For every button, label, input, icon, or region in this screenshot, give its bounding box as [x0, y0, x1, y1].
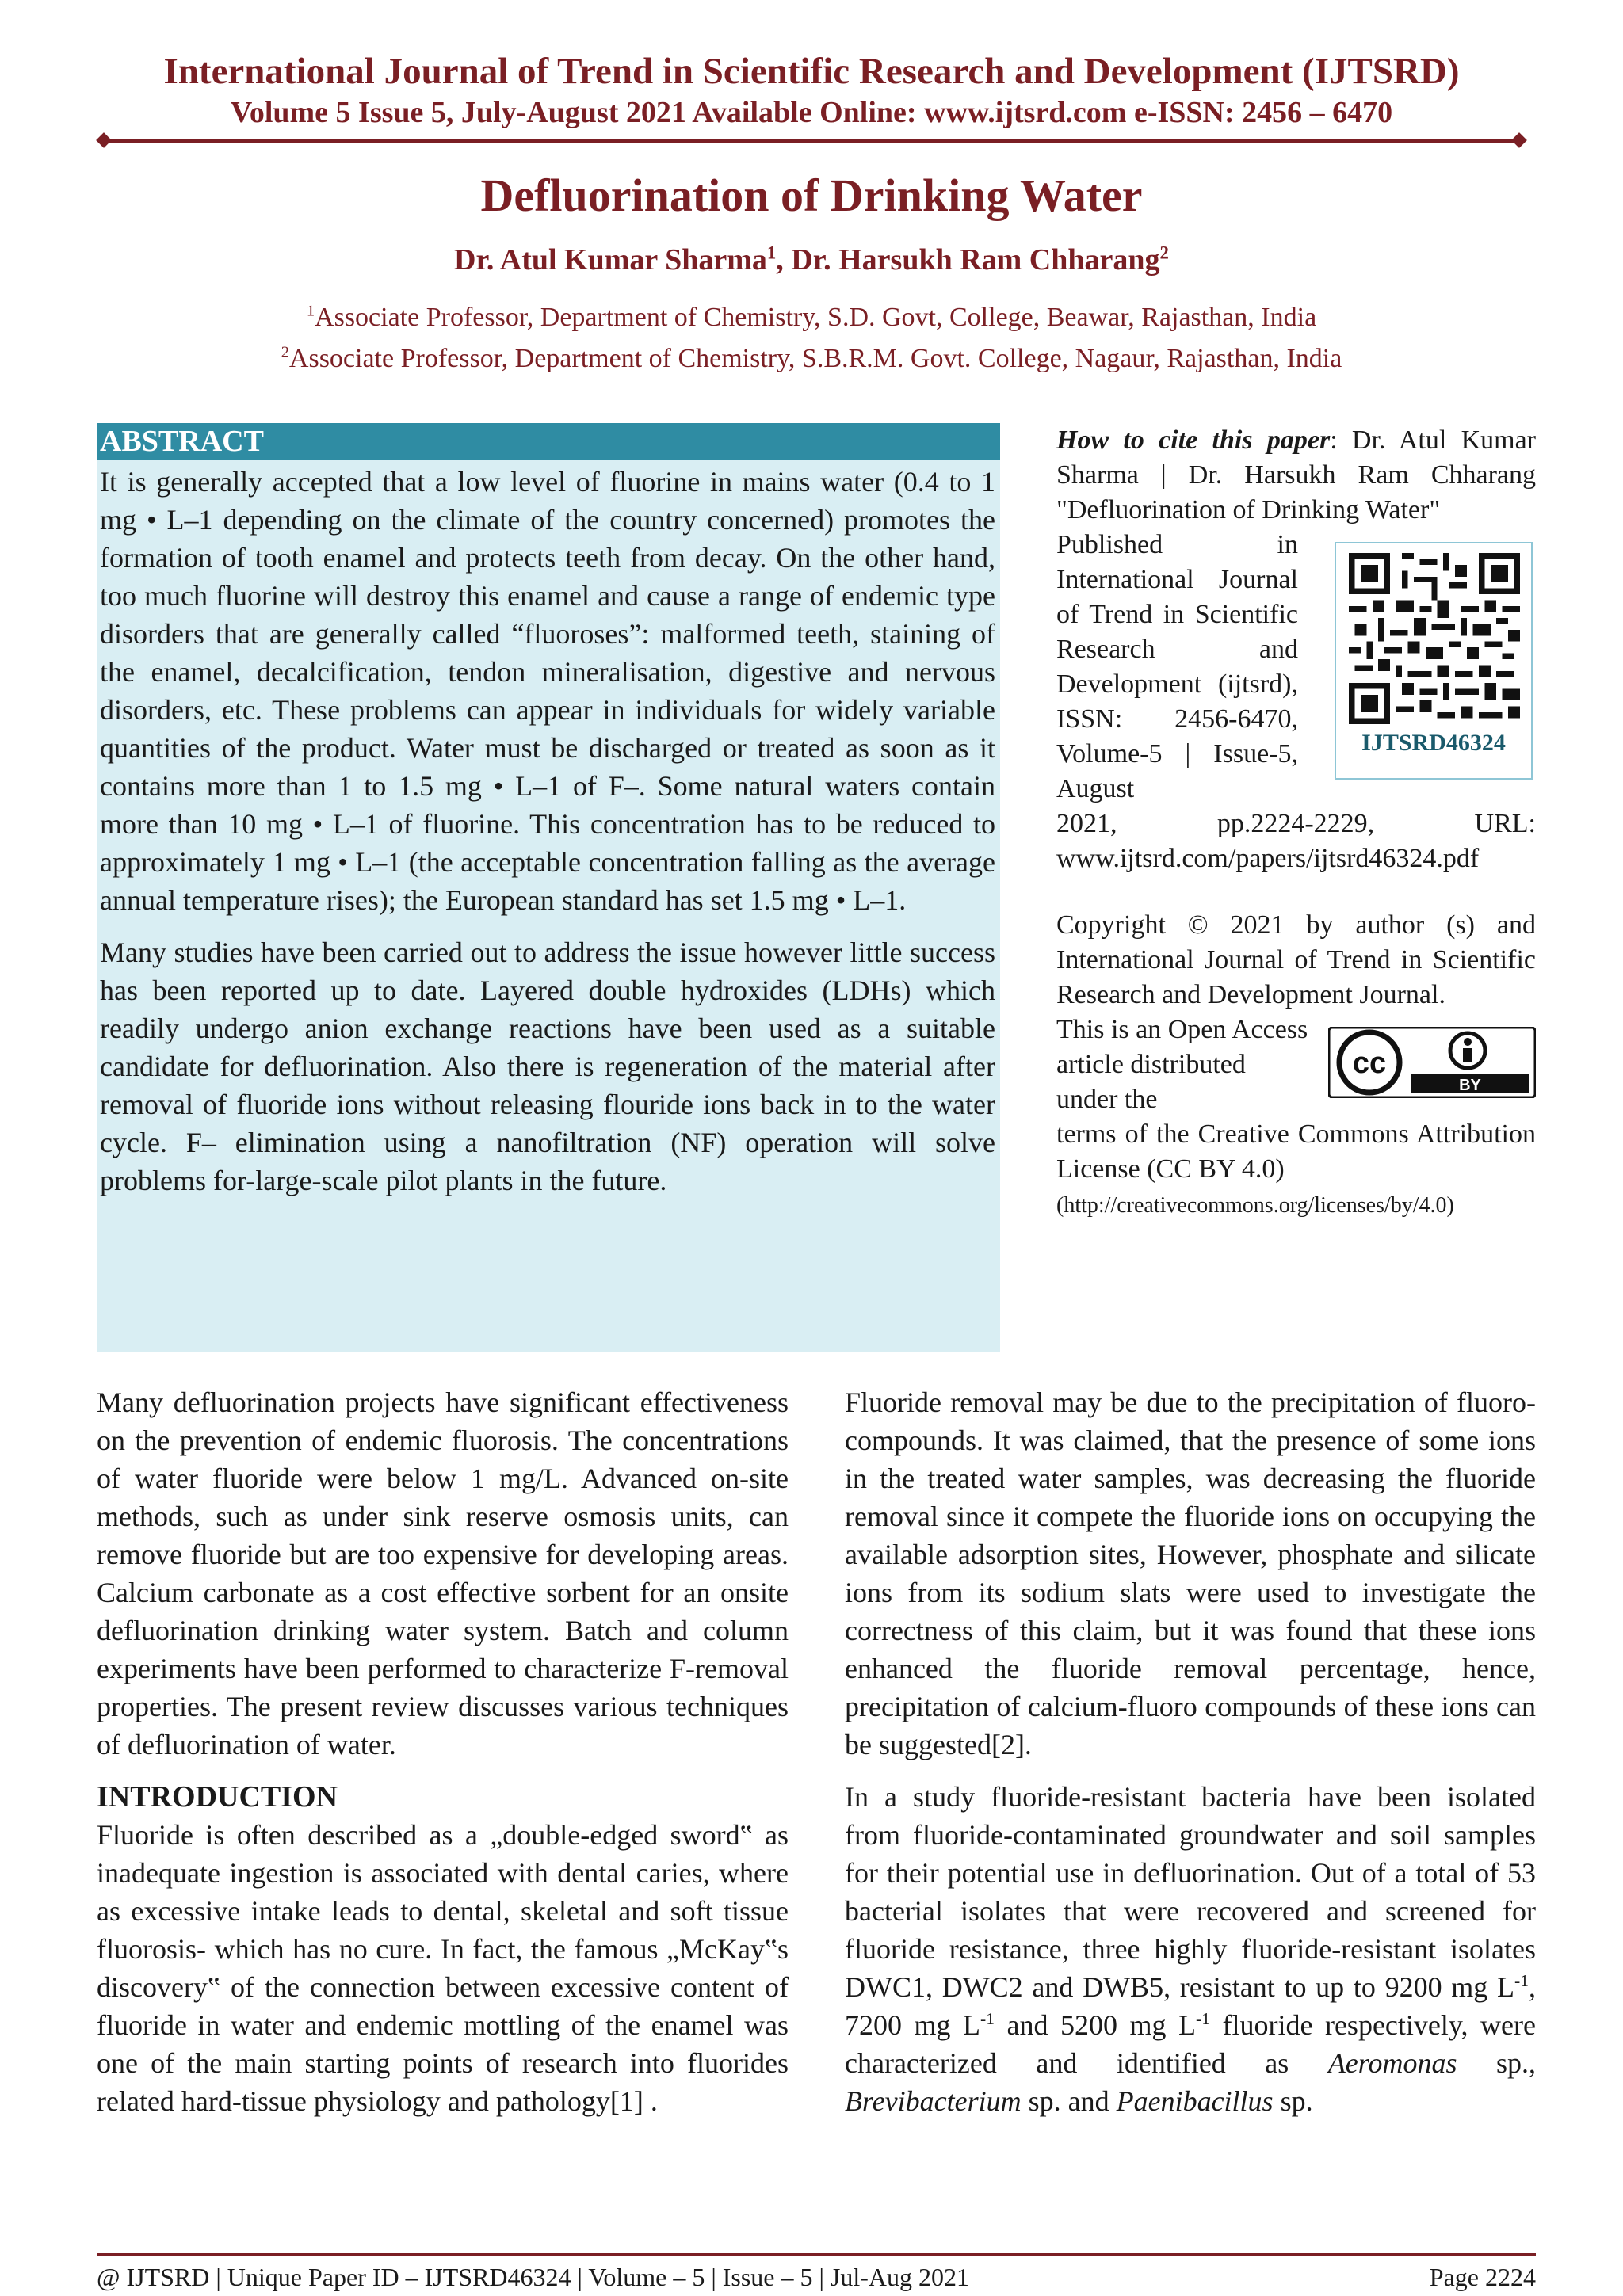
journal-title: International Journal of Trend in Scientific Research and Development (IJTSRD) [163, 51, 1460, 92]
author-affiliation-marker: 1 [766, 242, 777, 263]
superscript: -1 [1196, 2009, 1210, 2028]
affiliation-text: Associate Professor, Department of Chemistry, S.D. Govt, College, Beawar, Rajasthan, India [315, 303, 1317, 332]
author-name: Dr. Harsukh Ram Chharang [791, 243, 1160, 277]
text-run: fluoride respectively, were characterized and identified as [845, 2009, 1536, 2079]
copyright-text: Copyright © 2021 by author (s) and International Journal of Trend in Scientific Research and Development Journal. [1056, 910, 1536, 1009]
body-paragraph: Fluoride is often described as a „double-edged sword‟ as inadequate ingestion is associated with dental caries, where as excessive intake leads to dental, skeletal and soft tissue fluorosis- which has no cure. In fact, the famous „McKay‟s discovery‟ of the connection between excessive content of fluoride in water and endemic mottling of the enamel was one of the main starting points of research into fluorides related hard-tissue physiology and pathology[1] . [97, 1819, 789, 2117]
citation-block [1056, 423, 1536, 528]
header-rule [103, 139, 1520, 143]
text-run: , 7200 mg L [845, 1971, 1536, 2041]
qr-code-icon [1349, 553, 1520, 724]
text-run: sp. and [1021, 2085, 1117, 2117]
affiliation-text: Associate Professor, Department of Chemistry, S.B.R.M. Govt. College, Nagaur, Rajasthan, India [288, 344, 1342, 373]
genus-name: Brevibacterium [845, 2085, 1022, 2117]
affiliation-2 [0, 341, 1623, 377]
text-run: and 5200 mg L [995, 2009, 1196, 2041]
qr-card [1335, 542, 1533, 780]
affiliation-marker: 2 [281, 343, 289, 361]
author-separator: , [776, 243, 792, 277]
superscript: -1 [1514, 1971, 1529, 1990]
affiliation-marker: 1 [306, 302, 315, 320]
author-affiliation-marker: 2 [1159, 242, 1169, 263]
page-footer [97, 2260, 1536, 2294]
text-run: sp. [1273, 2085, 1313, 2117]
body-column-left [97, 1383, 789, 2134]
license-url[interactable]: (http://creativecommons.org/licenses/by/4.0) [1056, 1193, 1454, 1218]
superscript: -1 [980, 2009, 995, 2028]
abstract-paragraph: It is generally accepted that a low level of fluorine in mains water (0.4 to 1 mg • L–1 depending on the climate of the country concerned) promotes the formation of tooth enamel and protects teeth from decay. On the other hand, too much fluorine will destroy this enamel and cause a range of endemic type disorders that are generally called “fluoroses”: malformed teeth, staining of the enamel, decalcification, tendon mineralisation, digestive and nervous disorders, etc. These problems can appear in individuals for widely variable quantities of the product. Water must be discharged or treated as soon as it contains more than 1 to 1.5 mg • L–1 of F–. Some natural waters contain more than 10 mg • L–1 of fluorine. This concentration has to be reduced to approximately 1 mg • L–1 (the acceptable concentration falling as the average annual temperature rises); the European standard has set 1.5 mg • L–1. [100, 466, 995, 916]
cc-badge-text: cc [1352, 1047, 1387, 1080]
cc-by-license-icon [1328, 1027, 1536, 1098]
body-paragraph [845, 1778, 1536, 2120]
abstract-paragraph: Many studies have been carried out to address the issue however little success has been reported up to date. Layered double hydroxides (LDHs) which readily undergo anion exchange reactions have been used as a suitable candidate for defluorination. Also there is regeneration of the material after removal of fluoride ions without releasing flouride ions back in to the water cycle. F– elimination using a nanofiltration (NF) operation will solve problems for-large-scale pilot plants in the future. [100, 936, 995, 1196]
body-column-right [845, 1383, 1536, 2134]
footer-rule [97, 2253, 1536, 2256]
text-run: sp., [1457, 2047, 1536, 2079]
citation-url-line: 2021, pp.2224-2229, URL: www.ijtsrd.com/papers/ijtsrd46324.pdf [1056, 809, 1536, 873]
affiliation-1 [0, 299, 1623, 336]
page-number: Page 2224 [1429, 2263, 1536, 2291]
author-line [0, 241, 1623, 279]
paper-id-label: IJTSRD46324 [1361, 730, 1506, 756]
genus-name: Paenibacillus [1116, 2085, 1274, 2117]
citation-text: : Dr. Atul Kumar Sharma | Dr. Harsukh Ram Chharang "Defluorination of Drinking Water" [1056, 425, 1537, 524]
citation-narrow-text: Published in International Journal of Trend in Scientific Research and Development (ijtsrd), ISSN: 2456-6470, Volume-5 | Issue-5, August [1056, 530, 1298, 803]
text-run: In a study fluoride-resistant bacteria have been isolated from fluoride-contaminated groundwater and soil samples for their potential use in defluorination. Out of a total of 53 bacterial isolates that were recovered and screened for fluoride resistance, three highly fluoride-resistant isolates DWC1, DWC2 and DWB5, resistant to up to 9200 mg L [845, 1781, 1536, 2003]
by-badge-text: BY [1459, 1077, 1481, 1094]
author-name: Dr. Atul Kumar Sharma [454, 243, 767, 277]
open-access-text: This is an Open Access article distributed under the [1056, 1015, 1308, 1114]
body-paragraph: Fluoride removal may be due to the precipitation of fluoro-compounds. It was claimed, that the presence of some ions in the treated water samples, was decreasing the fluoride removal since it compete the fluoride ions on occupying the available adsorption sites, However, phosphate and silicate ions from its sodium slats were used to investigate the correctness of this claim, but it was found that these ions enhanced the fluoride removal percentage, hence, precipitation of calcium-fluoro compounds of these ions can be suggested[2]. [845, 1386, 1536, 1760]
license-text [1056, 1117, 1536, 1223]
section-heading-introduction: INTRODUCTION [97, 1780, 338, 1814]
license-name: terms of the Creative Commons Attribution License (CC BY 4.0) [1056, 1119, 1536, 1184]
citation-label: How to cite this paper [1056, 425, 1331, 455]
abstract-body [100, 463, 995, 1214]
footer-paper-info: @ IJTSRD | Unique Paper ID – IJTSRD46324 | Volume – 5 | Issue – 5 | Jul-Aug 2021 [97, 2263, 969, 2291]
body-paragraph: Many defluorination projects have significant effectiveness on the prevention of endemic fluorosis. The concentrations of water fluoride were below 1 mg/L. Advanced on-site methods, such as under sink reserve osmosis units, can remove fluoride but are too expensive for developing areas. Calcium carbonate as a cost effective sorbent for an onsite defluorination drinking water system. Batch and column experiments have been performed to characterize F-removal properties. The present review discusses various techniques of defluorination of water. [97, 1386, 789, 1760]
abstract-heading: ABSTRACT [97, 423, 1000, 460]
paper-title: Defluorination of Drinking Water [480, 170, 1143, 221]
journal-issue-line: Volume 5 Issue 5, July-August 2021 Available Online: www.ijtsrd.com e-ISSN: 2456 – 6470 [230, 96, 1393, 129]
genus-name: Aeromonas [1327, 2047, 1457, 2079]
abstract-box [97, 423, 1000, 1352]
